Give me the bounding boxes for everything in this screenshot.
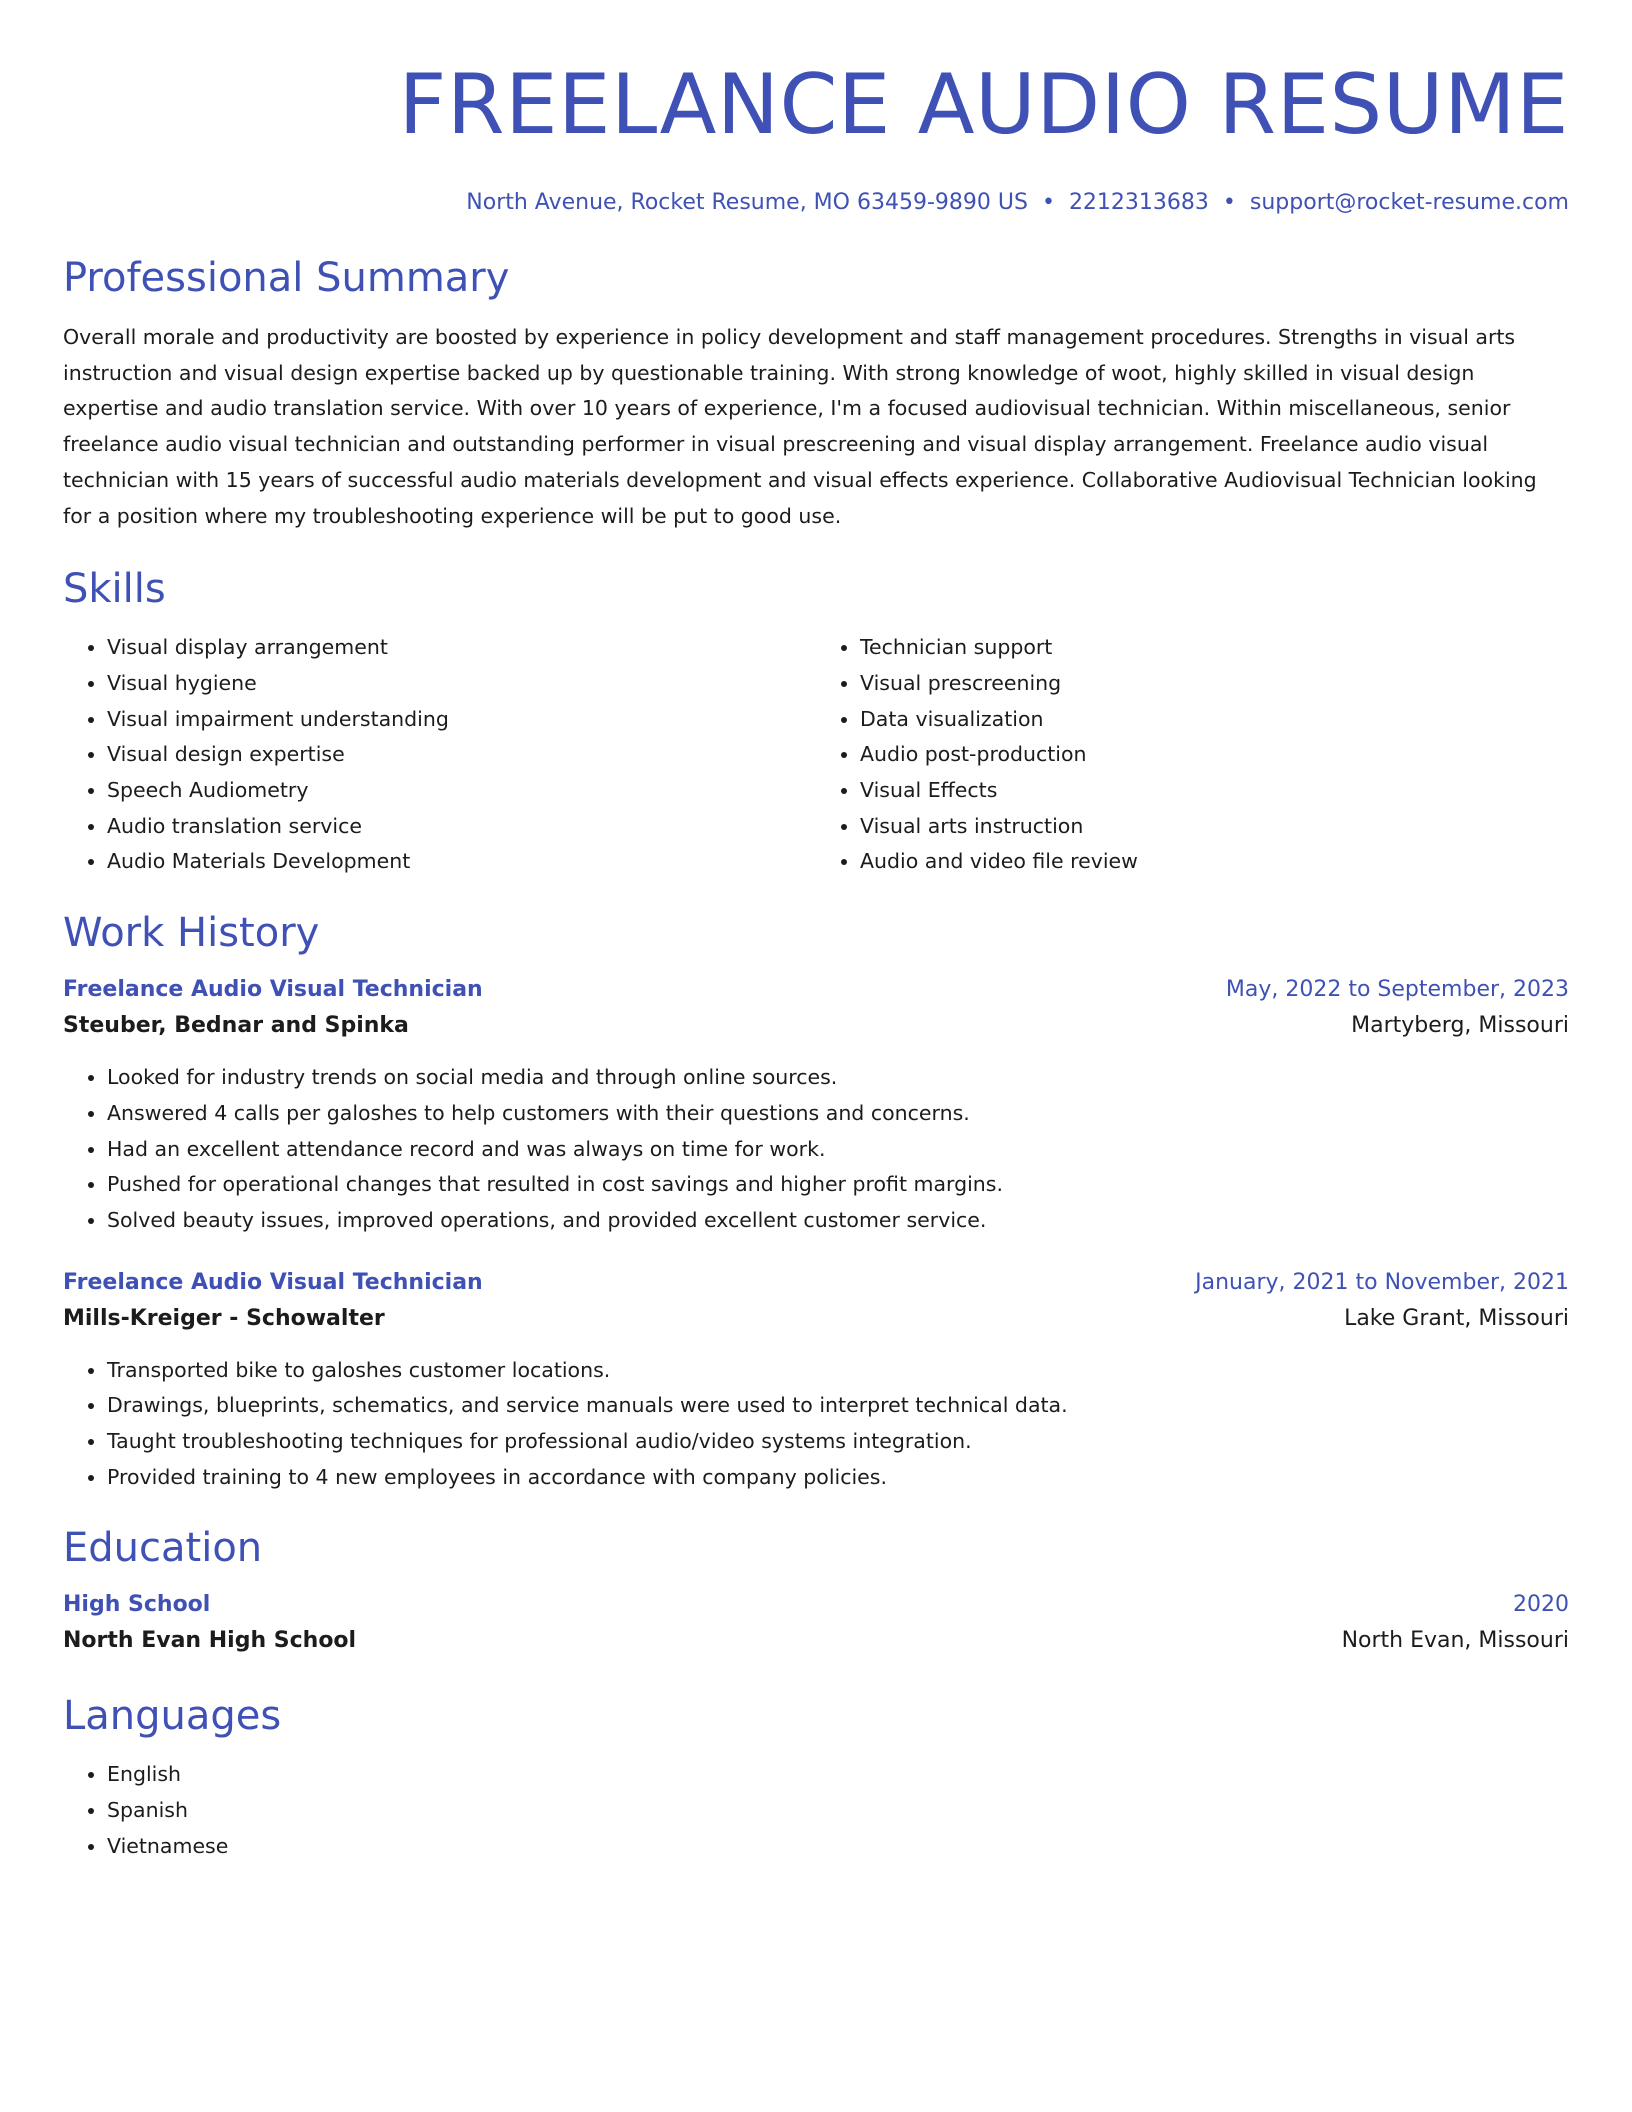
education-school: North Evan High School xyxy=(63,1628,357,1654)
summary-section xyxy=(63,253,1569,534)
skill-item: • Audio and video file review xyxy=(860,844,1569,880)
contact-separator: • xyxy=(1222,190,1236,215)
section-heading-education: Education xyxy=(63,1525,263,1572)
job-dates: May, 2022 to September, 2023 xyxy=(1225,977,1569,1003)
language-item: • Vietnamese xyxy=(107,1829,1569,1865)
education-degree: High School xyxy=(63,1592,211,1618)
job-title: Freelance Audio Visual Technician xyxy=(63,977,483,1003)
skill-item: • Audio translation service xyxy=(107,809,816,845)
section-heading-work: Work History xyxy=(63,910,320,957)
job-title: Freelance Audio Visual Technician xyxy=(63,1269,483,1295)
job-dates: January, 2021 to November, 2021 xyxy=(1195,1269,1569,1295)
job-location: Martyberg, Missouri xyxy=(1351,1013,1569,1039)
section-heading-languages: Languages xyxy=(63,1693,282,1740)
job-bullet: • Looked for industry trends on social media and through online sources. xyxy=(107,1060,1569,1096)
job-bullet: • Drawings, blueprints, schematics, and service manuals were used to interpret technical data. xyxy=(107,1388,1569,1424)
skill-item: • Visual hygiene xyxy=(107,666,816,702)
summary-text: Overall morale and productivity are boosted by experience in policy development and staff management procedures. Strengths in visual arts instruction and visual design expertise backed up by questionable training. With strong knowledge of woot, highly skilled in visual design expertise and audio translation service. With over 10 years of experience, I'm a focused audiovisual technician. Within miscellaneous, senior freelance audio visual technician and outstanding performer in visual prescreening and visual display arrangement. Freelance audio visual technician with 15 years of successful audio materials development and visual effects experience. Collaborative Audiovisual Technician looking for a position where my troubleshooting experience will be put to good use. xyxy=(63,325,1537,528)
skills-list-left xyxy=(63,630,816,880)
education-year: 2020 xyxy=(1513,1592,1569,1618)
contact-phone: 2212313683 xyxy=(1068,190,1209,215)
skills-section xyxy=(63,564,1569,880)
job-location: Lake Grant, Missouri xyxy=(1344,1305,1569,1331)
contact-email: support@rocket-resume.com xyxy=(1249,190,1569,215)
resume-title: FREELANCE AUDIO RESUME xyxy=(398,56,1569,153)
job-header-row xyxy=(63,972,1569,1008)
job-bullet: • Had an excellent attendance record and was always on time for work. xyxy=(107,1132,1569,1168)
education-location: North Evan, Missouri xyxy=(1341,1628,1569,1654)
job-header-row xyxy=(63,1265,1569,1301)
skill-item: • Visual display arrangement xyxy=(107,630,816,666)
language-item: • English xyxy=(107,1757,1569,1793)
section-heading-summary: Professional Summary xyxy=(63,255,510,301)
skill-item: • Visual impairment understanding xyxy=(107,702,816,738)
skill-item: • Data visualization xyxy=(860,702,1569,738)
skill-item: • Visual arts instruction xyxy=(860,809,1569,845)
skill-item: • Speech Audiometry xyxy=(107,773,816,809)
skill-item: • Audio post-production xyxy=(860,737,1569,773)
job-bullet: • Pushed for operational changes that resulted in cost savings and higher profit margins. xyxy=(107,1167,1569,1203)
education-school-row xyxy=(63,1623,1569,1659)
contact-line xyxy=(63,189,1569,217)
education-header-row xyxy=(63,1587,1569,1623)
job-bullet: • Solved beauty issues, improved operations, and provided excellent customer service. xyxy=(107,1203,1569,1239)
job-bullet: • Provided training to 4 new employees in accordance with company policies. xyxy=(107,1460,1569,1496)
languages-section xyxy=(63,1691,1569,1864)
work-history-section xyxy=(63,908,1569,1495)
section-heading-skills: Skills xyxy=(63,566,166,613)
job-bullets xyxy=(63,1060,1569,1239)
skill-item: • Visual design expertise xyxy=(107,737,816,773)
skills-list-right xyxy=(816,630,1569,880)
contact-address: North Avenue, Rocket Resume, MO 63459-9890 US xyxy=(466,190,1028,215)
contact-separator: • xyxy=(1041,190,1055,215)
skills-columns xyxy=(63,630,1569,880)
job-bullet: • Answered 4 calls per galoshes to help customers with their questions and concerns. xyxy=(107,1096,1569,1132)
job-company-row xyxy=(63,1301,1569,1337)
skill-item: • Visual prescreening xyxy=(860,666,1569,702)
job-company: Mills-Kreiger - Schowalter xyxy=(63,1305,385,1331)
education-entry xyxy=(63,1587,1569,1659)
language-item: • Spanish xyxy=(107,1793,1569,1829)
skill-item: • Technician support xyxy=(860,630,1569,666)
skill-item: • Visual Effects xyxy=(860,773,1569,809)
education-section xyxy=(63,1523,1569,1659)
job-company-row xyxy=(63,1008,1569,1044)
languages-list xyxy=(63,1757,1569,1864)
job-company: Steuber, Bednar and Spinka xyxy=(63,1013,409,1039)
job-bullet: • Taught troubleshooting techniques for professional audio/video systems integration. xyxy=(107,1424,1569,1460)
job-bullet: • Transported bike to galoshes customer locations. xyxy=(107,1353,1569,1389)
skill-item: • Audio Materials Development xyxy=(107,844,816,880)
job-bullets xyxy=(63,1353,1569,1496)
job-entry xyxy=(63,972,1569,1239)
job-entry xyxy=(63,1265,1569,1496)
